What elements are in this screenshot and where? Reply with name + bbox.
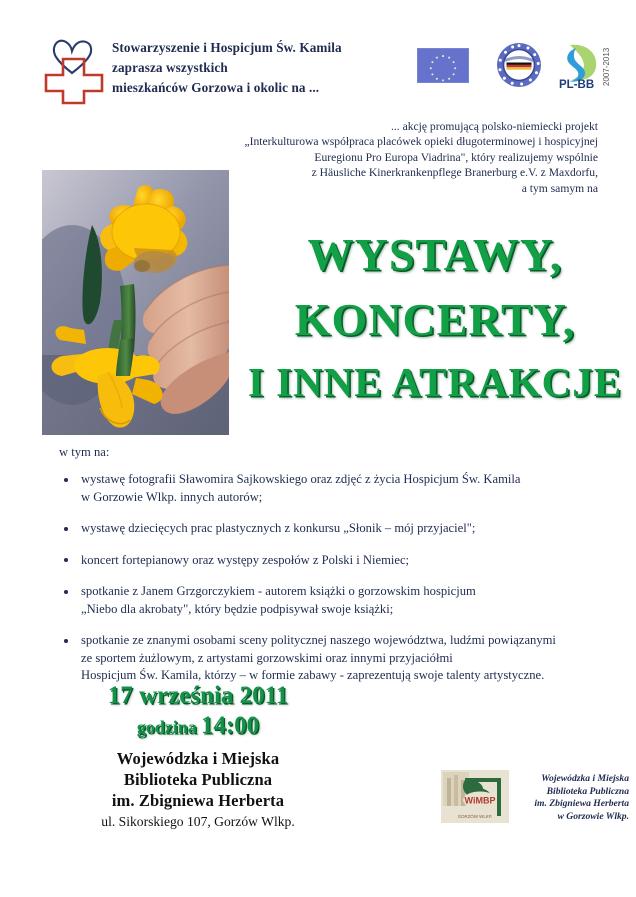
list-lead-text: w tym na: [59,445,110,459]
intro-line-1: ... akcję promującą polsko-niemiecki projekt [390,120,598,133]
venue-line-2: Biblioteka Publiczna [123,770,273,789]
headline-line-3: I INNE ATRAKCJE [247,359,623,405]
list-item [59,632,579,685]
bullet-dot-icon [64,527,68,531]
eu-flag-icon [417,48,469,83]
intro-paragraph [170,119,598,196]
attractions-list [59,471,579,699]
venue-line-1: Wojewódzka i Miejska [116,749,280,768]
wimbp-text-line-2: Biblioteka Publiczna [546,785,629,797]
wimbp-logo-text [517,773,629,823]
main-headline [246,229,624,405]
list-item-line: „Niebo dla akrobaty", który będzie podpisywał swoje książki; [81,601,394,616]
wimbp-text-line-1: Wojewódzka i Miejska [541,773,629,784]
list-item-line: wystawę fotografii Sławomira Sajkowskiego oraz zdjęć z życia Hospicjum Św. Kamila [81,472,521,486]
event-datetime [48,683,348,740]
time-value: 14:00 [200,712,260,740]
svg-text:GORZÓW WLKP.: GORZÓW WLKP. [457,814,493,819]
bullet-dot-icon [64,558,68,562]
organization-title [112,38,412,98]
intro-line-4: z Häusliche Kinerkrankenpflege Branerburg e.V. z Maxdorfu, [311,166,598,180]
list-item-line: wystawę dziecięcych prac plastycznych z konkursu „Słonik – mój przyjaciel"; [81,521,476,535]
bullet-dot-icon [64,478,68,482]
headline-line-2: KONCERTY, [294,294,576,345]
list-item-line: spotkanie ze znanymi osobami sceny politycznej naszego województwa, ludźmi powiązanymi [81,633,556,647]
event-time [48,712,348,740]
list-item [59,552,579,570]
intro-line-3: Euregionu Pro Europa Viadrina", który realizujemy wspólnie [314,150,598,164]
poster-header [0,0,636,110]
list-item-line: ze sportem żużlowym, z artystami gorzowskimi oraz innymi przyjaciółmi [81,650,453,665]
list-item-line: w Gorzowie Wlkp. innych autorów; [81,489,263,504]
list-item-line: Hospicjum Św. Kamila, którzy – w formie zabawy - zaprezentują swoje talenty artystyczne. [81,668,545,682]
bullet-dot-icon [64,639,68,643]
wimbp-text-line-3: im. Zbigniewa Herberta [534,798,629,810]
list-item [59,520,579,538]
venue-line-3: im. Zbigniewa Herberta [111,791,285,810]
svg-text:2007-2013: 2007-2013 [602,47,611,86]
list-item [59,583,579,618]
org-title-line-2: zaprasza wszystkich [112,60,228,75]
svg-text:PL-BB: PL-BB [559,79,595,91]
intro-line-2: „Interkulturowa współpraca placówek opieki długoterminowej i hospicyjnej [244,135,598,149]
wimbp-mark-icon [441,770,509,823]
daffodil-in-hand-photo [42,170,229,435]
wimbp-text-line-4: w Gorzowie Wlkp. [557,810,629,822]
heart-cross-icon [40,31,108,105]
svg-text:WiMBP: WiMBP [464,795,496,806]
list-item-line: koncert fortepianowy oraz występy zespołów z Polski i Niemiec; [81,552,410,567]
org-title-line-3: mieszkańców Gorzowa i okolic na ... [112,80,320,95]
sponsor-logos [410,36,626,94]
list-item-line: spotkanie z Janem Grzgorczykiem - autorem książki o gorzowskim hospicjum [81,584,476,598]
venue-block [48,748,348,831]
euroregion-seal-icon [496,42,542,88]
wimbp-logo [441,770,629,826]
intro-line-5: a tym samym na [521,181,598,195]
venue-address: ul. Sikorskiego 107, Gorzów Wlkp. [101,814,295,829]
pl-bb-icon [556,39,620,91]
list-item [59,471,579,506]
bullet-dot-icon [64,590,68,594]
headline-line-1: WYSTAWY, [307,229,563,280]
org-title-line-1: Stowarzyszenie i Hospicjum Św. Kamila [112,40,342,55]
event-date: 17 września 2011 [107,682,289,709]
time-label: godzina [136,717,197,738]
